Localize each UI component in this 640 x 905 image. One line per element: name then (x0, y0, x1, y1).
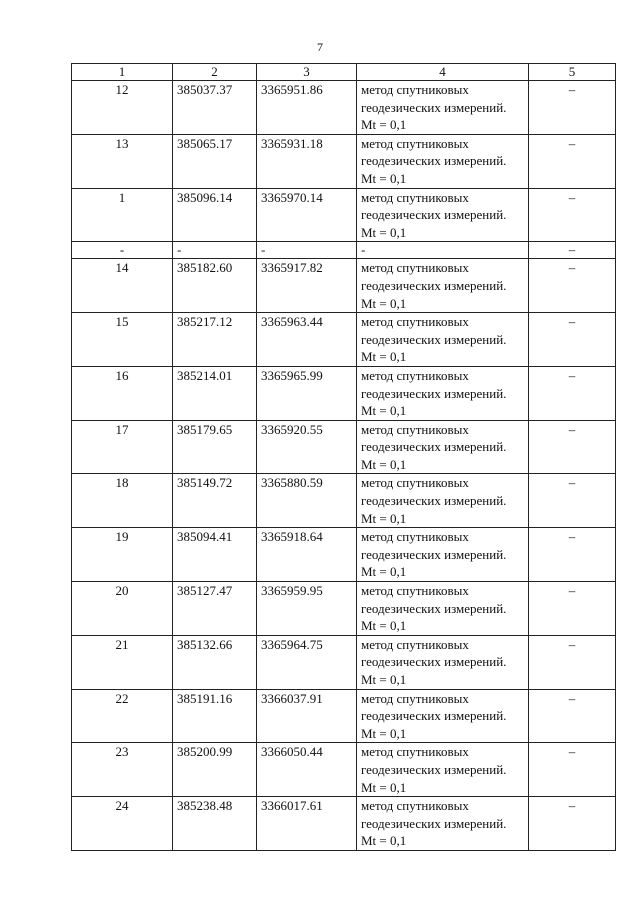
point-number-cell: 22 (72, 689, 173, 743)
table-row (72, 188, 616, 242)
x-coordinate-cell: 385182.60 (173, 259, 257, 313)
method-cell: метод спутниковых геодезических измерений. Mt = 0,1 (357, 474, 529, 528)
table-row (72, 743, 616, 797)
x-coordinate-cell: 385065.17 (173, 134, 257, 188)
table-row (72, 366, 616, 420)
note-cell: – (529, 188, 616, 242)
point-number-cell: 15 (72, 313, 173, 367)
note-cell: – (529, 582, 616, 636)
note-cell: – (529, 528, 616, 582)
table-row (72, 528, 616, 582)
method-cell: метод спутниковых геодезических измерений. Mt = 0,1 (357, 797, 529, 851)
header-row (72, 64, 616, 81)
y-coordinate-cell: 3366037.91 (257, 689, 357, 743)
method-cell: метод спутниковых геодезических измерений. Mt = 0,1 (357, 366, 529, 420)
x-coordinate-cell: 385096.14 (173, 188, 257, 242)
y-coordinate-cell: 3365920.55 (257, 420, 357, 474)
x-coordinate-cell: 385214.01 (173, 366, 257, 420)
header-cell-4: 4 (357, 64, 529, 81)
note-cell: – (529, 259, 616, 313)
point-number-cell: 13 (72, 134, 173, 188)
point-number-cell: - (72, 242, 173, 259)
table-row (72, 259, 616, 313)
method-cell: метод спутниковых геодезических измерений. Mt = 0,1 (357, 313, 529, 367)
header-cell-1: 1 (72, 64, 173, 81)
coordinates-table (71, 63, 616, 851)
note-cell: – (529, 420, 616, 474)
y-coordinate-cell: 3365880.59 (257, 474, 357, 528)
x-coordinate-cell: 385127.47 (173, 582, 257, 636)
method-cell: метод спутниковых геодезических измерений. Mt = 0,1 (357, 134, 529, 188)
method-cell: метод спутниковых геодезических измерений. Mt = 0,1 (357, 689, 529, 743)
table-row (72, 797, 616, 851)
point-number-cell: 17 (72, 420, 173, 474)
y-coordinate-cell: 3366050.44 (257, 743, 357, 797)
method-cell: метод спутниковых геодезических измерений. Mt = 0,1 (357, 528, 529, 582)
table-row (72, 474, 616, 528)
table-row (72, 81, 616, 135)
table-row (72, 689, 616, 743)
method-cell: метод спутниковых геодезических измерений. Mt = 0,1 (357, 81, 529, 135)
method-cell: метод спутниковых геодезических измерений. Mt = 0,1 (357, 188, 529, 242)
y-coordinate-cell: - (257, 242, 357, 259)
y-coordinate-cell: 3365951.86 (257, 81, 357, 135)
method-cell: метод спутниковых геодезических измерений. Mt = 0,1 (357, 743, 529, 797)
page-number: 7 (317, 40, 323, 54)
x-coordinate-cell: 385238.48 (173, 797, 257, 851)
table-row (72, 420, 616, 474)
note-cell: – (529, 743, 616, 797)
point-number-cell: 16 (72, 366, 173, 420)
separator-row (72, 242, 616, 259)
x-coordinate-cell: 385149.72 (173, 474, 257, 528)
method-cell: метод спутниковых геодезических измерений. Mt = 0,1 (357, 582, 529, 636)
table-row (72, 635, 616, 689)
x-coordinate-cell: - (173, 242, 257, 259)
x-coordinate-cell: 385094.41 (173, 528, 257, 582)
note-cell: – (529, 134, 616, 188)
y-coordinate-cell: 3365964.75 (257, 635, 357, 689)
y-coordinate-cell: 3365918.64 (257, 528, 357, 582)
header-cell-2: 2 (173, 64, 257, 81)
note-cell: – (529, 797, 616, 851)
note-cell: – (529, 81, 616, 135)
method-cell: метод спутниковых геодезических измерений. Mt = 0,1 (357, 635, 529, 689)
point-number-cell: 19 (72, 528, 173, 582)
x-coordinate-cell: 385191.16 (173, 689, 257, 743)
y-coordinate-cell: 3366017.61 (257, 797, 357, 851)
x-coordinate-cell: 385179.65 (173, 420, 257, 474)
point-number-cell: 14 (72, 259, 173, 313)
method-cell: метод спутниковых геодезических измерений. Mt = 0,1 (357, 420, 529, 474)
x-coordinate-cell: 385037.37 (173, 81, 257, 135)
table-row (72, 313, 616, 367)
y-coordinate-cell: 3365963.44 (257, 313, 357, 367)
note-cell: – (529, 313, 616, 367)
point-number-cell: 24 (72, 797, 173, 851)
point-number-cell: 23 (72, 743, 173, 797)
point-number-cell: 18 (72, 474, 173, 528)
y-coordinate-cell: 3365959.95 (257, 582, 357, 636)
table-body (72, 81, 616, 851)
y-coordinate-cell: 3365931.18 (257, 134, 357, 188)
method-cell: - (357, 242, 529, 259)
point-number-cell: 21 (72, 635, 173, 689)
point-number-cell: 12 (72, 81, 173, 135)
table-row (72, 134, 616, 188)
table-row (72, 582, 616, 636)
note-cell: – (529, 366, 616, 420)
y-coordinate-cell: 3365917.82 (257, 259, 357, 313)
method-cell: метод спутниковых геодезических измерений. Mt = 0,1 (357, 259, 529, 313)
header-cell-5: 5 (529, 64, 616, 81)
header-cell-3: 3 (257, 64, 357, 81)
note-cell: – (529, 242, 616, 259)
y-coordinate-cell: 3365965.99 (257, 366, 357, 420)
note-cell: – (529, 474, 616, 528)
table-header (72, 64, 616, 81)
note-cell: – (529, 689, 616, 743)
note-cell: – (529, 635, 616, 689)
point-number-cell: 20 (72, 582, 173, 636)
x-coordinate-cell: 385132.66 (173, 635, 257, 689)
x-coordinate-cell: 385200.99 (173, 743, 257, 797)
y-coordinate-cell: 3365970.14 (257, 188, 357, 242)
x-coordinate-cell: 385217.12 (173, 313, 257, 367)
point-number-cell: 1 (72, 188, 173, 242)
